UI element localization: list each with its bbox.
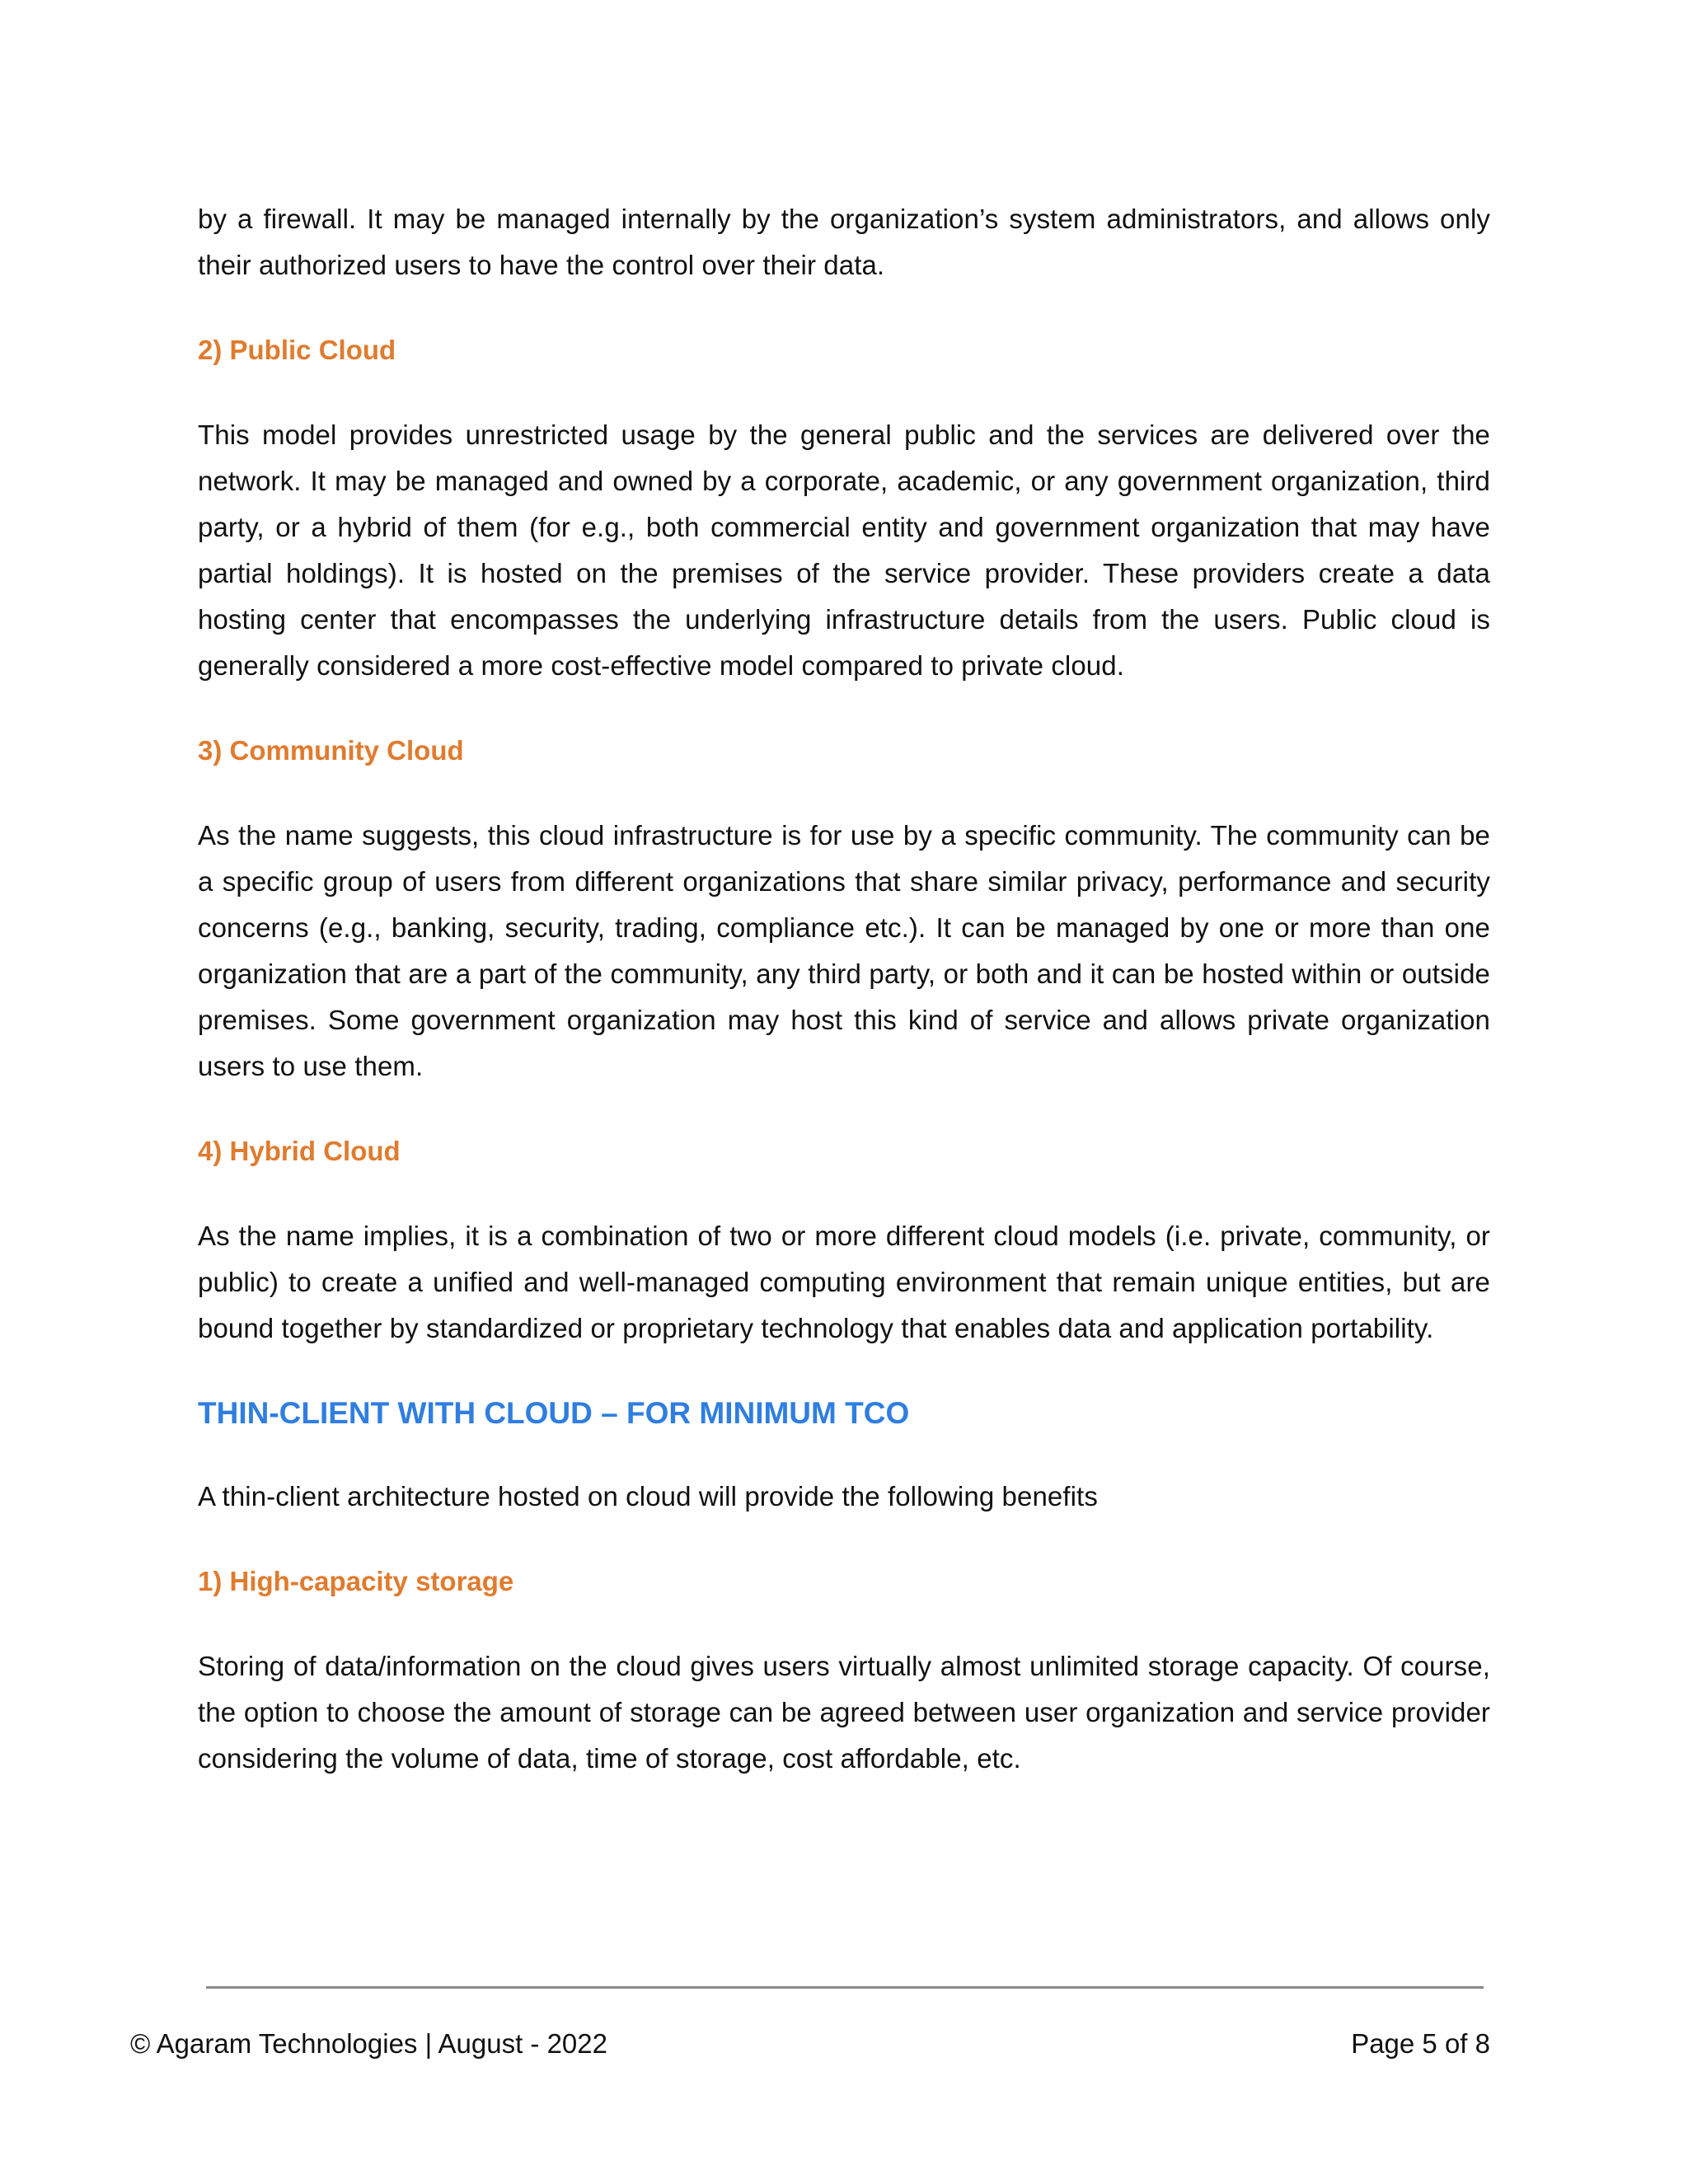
high-capacity-storage-paragraph: Storing of data/information on the cloud gives users virtually almost unlimited storage capacity. Of course, the option to choose the amount of storage can be agreed between user organization and service provider considering the volume of data, time of storage, cost affordable, etc.: [198, 1651, 1490, 1774]
community-cloud-heading: 3) Community Cloud: [198, 735, 464, 766]
hybrid-cloud-paragraph: As the name implies, it is a combination of two or more different cloud models (i.e. private, community, or public) to create a unified and well-managed computing environment that remain unique entities, but are bound together by standardized or proprietary technology that enables data and application portability.: [198, 1221, 1490, 1343]
hybrid-cloud-heading: 4) Hybrid Cloud: [198, 1136, 401, 1166]
high-capacity-storage-heading: 1) High-capacity storage: [198, 1566, 514, 1596]
public-cloud-heading: 2) Public Cloud: [198, 335, 396, 365]
footer-page-number: Page 5 of 8: [1351, 2028, 1490, 2059]
thin-client-section-heading: THIN-CLIENT WITH CLOUD – FOR MINIMUM TCO: [198, 1396, 910, 1430]
private-cloud-paragraph-continued: by a firewall. It may be managed internally by the organization’s system administrators, and allows only their authorized users to have the control over their data.: [198, 204, 1490, 280]
public-cloud-paragraph: This model provides unrestricted usage by the general public and the services are delivered over the network. It may be managed and owned by a corporate, academic, or any government organization, third party, or a hybrid of them (for e.g., both commercial entity and government organization that may have partial holdings). It is hosted on the premises of the service provider. These providers create a data hosting center that encompasses the underlying infrastructure details from the users. Public cloud is generally considered a more cost-effective model compared to private cloud.: [198, 419, 1490, 681]
thin-client-intro-paragraph: A thin-client architecture hosted on cloud will provide the following benefits: [198, 1481, 1098, 1511]
page-content: [198, 196, 1490, 1821]
community-cloud-paragraph: As the name suggests, this cloud infrastructure is for use by a specific community. The community can be a specific group of users from different organizations that share similar privacy, performance and security concerns (e.g., banking, security, trading, compliance etc.). It can be managed by one or more than one organization that are a part of the community, any third party, or both and it can be hosted within or outside premises. Some government organization may host this kind of service and allows private organization users to use them.: [198, 820, 1490, 1081]
footer-copyright: © Agaram Technologies | August - 2022: [130, 2028, 607, 2059]
footer-divider: [206, 1986, 1484, 1989]
